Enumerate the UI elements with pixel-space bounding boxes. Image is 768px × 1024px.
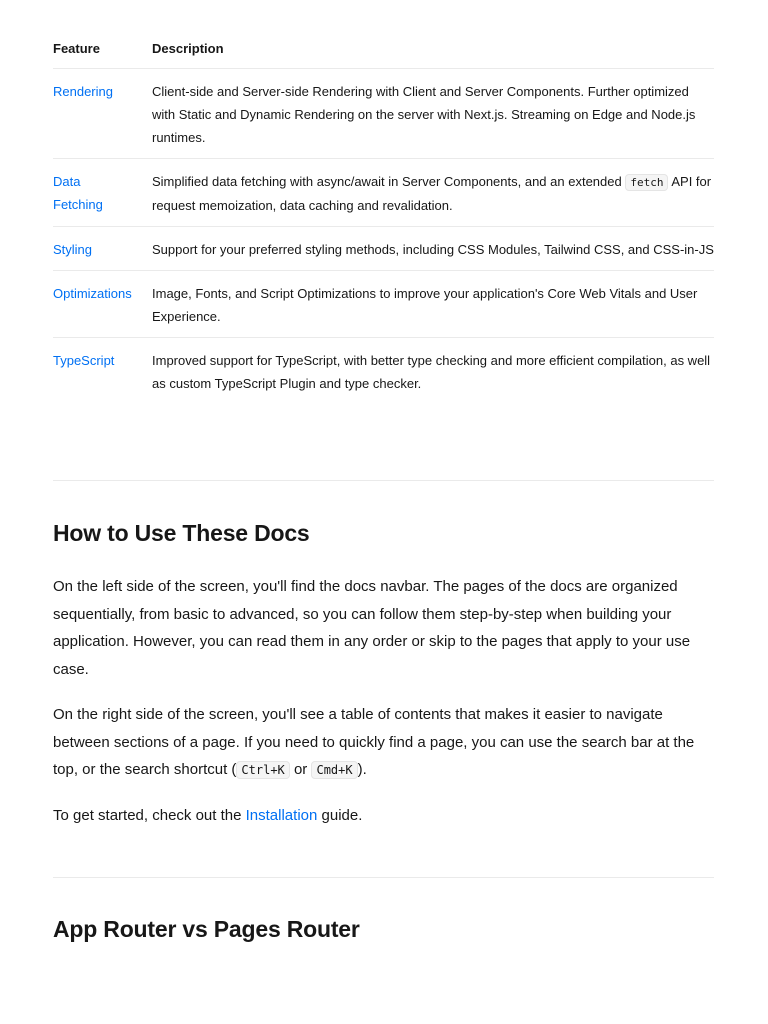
description-text: API for request memoization, data caching and revalidation.	[152, 174, 712, 213]
paragraph-toc	[53, 701, 718, 785]
table-row	[53, 338, 714, 405]
section-divider	[53, 480, 714, 481]
features-table-wrapper	[53, 28, 714, 404]
feature-link-data-fetching[interactable]: Data Fetching	[53, 174, 103, 212]
paragraph-navbar: On the left side of the screen, you'll find the docs navbar. The pages of the docs are organized sequentially, from basic to advanced, so you can follow them step-by-step when building your application. However, you can read them in any order or skip to the pages that apply to your use case.	[53, 578, 691, 678]
paragraph-text: or	[289, 761, 312, 778]
paragraph-get-started	[53, 802, 718, 830]
table-row	[53, 227, 714, 271]
heading-app-router-vs-pages-router[interactable]: App Router vs Pages Router	[53, 916, 360, 942]
feature-description: Support for your preferred styling methods, including CSS Modules, Tailwind CSS, and CSS-in-JS	[152, 227, 714, 271]
installation-link[interactable]: Installation	[245, 807, 318, 824]
table-header-row	[53, 28, 714, 69]
heading-how-to-use[interactable]: How to Use These Docs	[53, 520, 310, 546]
shortcut-ctrl-k: Ctrl+K	[236, 761, 289, 779]
table-row	[53, 69, 714, 159]
paragraph-text: On the right side of the screen, you'll see a table of contents that makes it easier to navigate between sections of a page. If you need to quickly find a page, you can use the search bar at the top, or the search shortcut (	[53, 706, 695, 778]
feature-link-rendering[interactable]: Rendering	[53, 84, 113, 99]
description-text: Simplified data fetching with async/await in Server Components, and an extended	[152, 174, 626, 189]
inline-code-fetch: fetch	[625, 174, 668, 191]
paragraph-text: To get started, check out the	[53, 807, 246, 824]
paragraph-text: ).	[357, 761, 367, 778]
feature-description: Image, Fonts, and Script Optimizations to improve your application's Core Web Vitals and User Experience.	[152, 271, 714, 338]
table-row	[53, 271, 714, 338]
feature-description	[152, 159, 714, 227]
shortcut-cmd-k: Cmd+K	[311, 761, 357, 779]
header-feature: Feature	[53, 28, 152, 69]
features-table	[53, 28, 714, 404]
feature-link-styling[interactable]: Styling	[53, 242, 93, 257]
feature-link-typescript[interactable]: TypeScript	[53, 353, 115, 368]
table-row	[53, 159, 714, 227]
feature-link-optimizations[interactable]: Optimizations	[53, 286, 132, 301]
feature-description: Improved support for TypeScript, with better type checking and more efficient compilation, as well as custom TypeScript Plugin and type checker.	[152, 353, 711, 391]
paragraph-text: guide.	[317, 807, 363, 824]
header-description: Description	[152, 28, 714, 69]
section-divider	[53, 877, 714, 878]
feature-description: Client-side and Server-side Rendering with Client and Server Components. Further optimized with Static and Dynamic Rendering on the server with Next.js. Streaming on Edge and Node.js runtimes.	[152, 69, 714, 159]
